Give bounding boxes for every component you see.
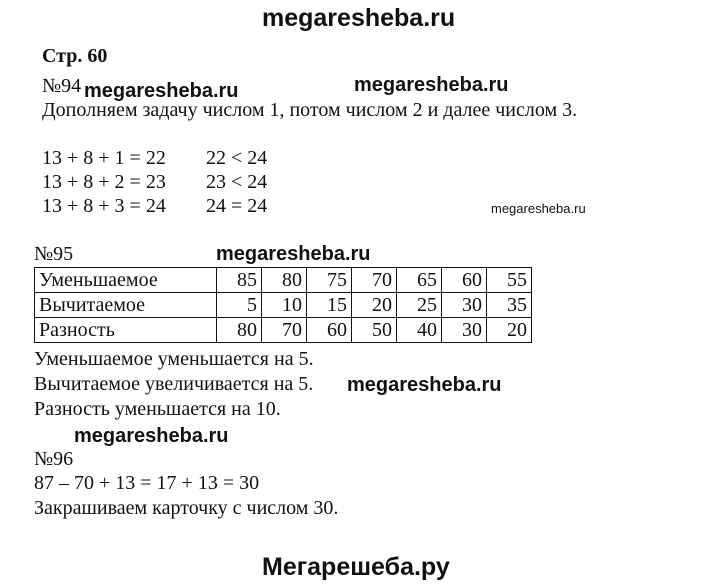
task94-comparison: 23 < 24 (206, 171, 268, 193)
task94-comparison: 24 = 24 (206, 195, 268, 217)
table-cell: 80 (262, 268, 307, 293)
task94-expression: 13 + 8 + 2 = 23 (42, 171, 166, 193)
task-number-96: №96 (34, 448, 74, 470)
task94-expression: 13 + 8 + 3 = 24 (42, 195, 166, 217)
task95-note: Разность уменьшается на 10. (34, 398, 281, 420)
table-cell: 30 (442, 318, 487, 343)
table-cell: 80 (217, 318, 262, 343)
table-row (35, 318, 532, 343)
task95-note: Вычитаемое увеличивается на 5. (34, 373, 314, 395)
task96-result: Закрашиваем карточку с числом 30. (34, 497, 339, 519)
task-number-94: №94 (42, 75, 82, 97)
table-cell: 30 (442, 293, 487, 318)
table-cell: 15 (307, 293, 352, 318)
subtraction-table (34, 267, 532, 343)
watermark-inline: megaresheba.ru (354, 74, 509, 96)
task95-note: Уменьшаемое уменьшается на 5. (34, 348, 314, 370)
task94-comparison: 22 < 24 (206, 147, 268, 169)
table-cell: 10 (262, 293, 307, 318)
table-cell: 35 (487, 293, 532, 318)
task-number-95: №95 (34, 243, 74, 265)
watermark-inline: megaresheba.ru (347, 374, 502, 396)
watermark-small: megaresheba.ru (491, 201, 586, 216)
watermark-inline: megaresheba.ru (216, 243, 371, 265)
table-cell: 70 (262, 318, 307, 343)
table-cell: 20 (352, 293, 397, 318)
row-label: Вычитаемое (35, 293, 217, 318)
watermark-bottom: Мегарешеба.ру (262, 553, 450, 581)
table-row (35, 268, 532, 293)
table-cell: 75 (307, 268, 352, 293)
table-cell: 50 (352, 318, 397, 343)
task94-expression: 13 + 8 + 1 = 22 (42, 147, 166, 169)
table-cell: 70 (352, 268, 397, 293)
table-row (35, 293, 532, 318)
table-cell: 60 (442, 268, 487, 293)
table-cell: 65 (397, 268, 442, 293)
watermark-top: megaresheba.ru (262, 4, 456, 32)
row-label: Разность (35, 318, 217, 343)
table-cell: 85 (217, 268, 262, 293)
watermark-inline: megaresheba.ru (74, 425, 229, 447)
table-cell: 25 (397, 293, 442, 318)
page-label: Стр. 60 (42, 45, 108, 67)
row-label: Уменьшаемое (35, 268, 217, 293)
table-cell: 55 (487, 268, 532, 293)
task94-intro: Дополняем задачу числом 1, потом числом 2 и далее числом 3. (42, 99, 578, 121)
task96-expression: 87 – 70 + 13 = 17 + 13 = 30 (34, 472, 260, 494)
table-cell: 5 (217, 293, 262, 318)
table-cell: 40 (397, 318, 442, 343)
watermark-inline: megaresheba.ru (84, 80, 239, 102)
table-cell: 20 (487, 318, 532, 343)
table-cell: 60 (307, 318, 352, 343)
